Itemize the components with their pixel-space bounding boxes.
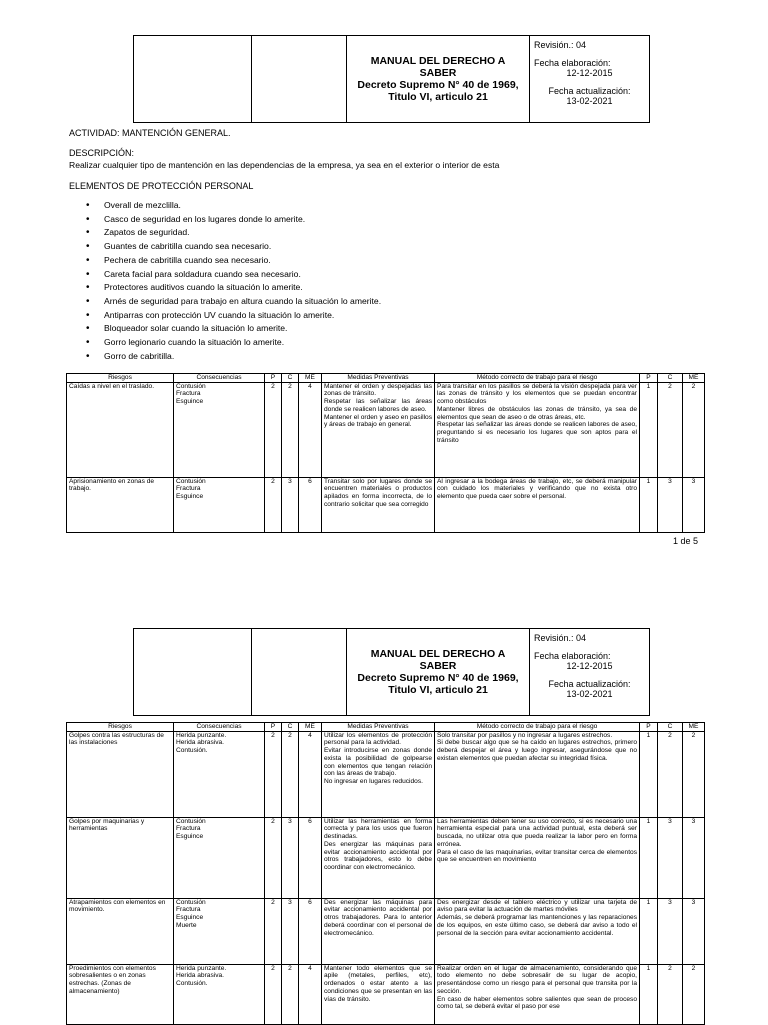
- list-item: • Arnés de seguridad para trabajo en altura cuando la situación lo amerite.: [86, 295, 381, 309]
- list-item: • Pechera de cabritilla cuando sea necesario.: [86, 254, 381, 268]
- col-p: P: [265, 374, 282, 383]
- fecha-elaboracion-label: Fecha elaboración:: [534, 651, 611, 661]
- fecha-actualizacion: 13-02-2021: [566, 689, 613, 699]
- descripcion: Realizar cualquier tipo de mantención en las dependencias de la empresa, ya sea en el exterior o interior de esta: [69, 160, 500, 170]
- header-revision-cell: [530, 629, 650, 716]
- document-header-page2: [133, 628, 650, 716]
- header-logo-cell: [134, 629, 252, 716]
- header-revision-cell: [530, 36, 650, 123]
- col-c: C: [282, 374, 299, 383]
- list-item: • Overall de mezclilla.: [86, 199, 381, 213]
- fecha-actualizacion-label: Fecha actualización:: [548, 679, 631, 689]
- list-item: • Careta facial para soldadura cuando sea necesario.: [86, 268, 381, 282]
- col-me: ME: [299, 374, 322, 383]
- table-row: Caídas a nivel en el traslado. Contusión Fractura Esguince 2 2 4 Mantener el orden y despejadas las zonas de tránsito. Respetar las señalizar las áreas donde se realicen labores de aseo. Mantener el orden y aseo en pasillos y áreas de trabajo en general. Para transitar en los pasillos se deberá la visión despejada para ver las zonas de tránsito y los elementos que se puedan encontrar como obstáculos Mantener libres de obstáculos las zonas de tránsito, ya sea de elementos que sean de aseo o de otras áreas, etc. Respetar las señalizar las áreas donde se realicen labores de aseo, preguntando si es necesario los lugares que son aptos para el tránsito 1 2 2: [67, 382, 705, 477]
- header-logo-cell: [134, 36, 252, 123]
- list-item: • Zapatos de seguridad.: [86, 226, 381, 240]
- revision: Revisión.: 04: [534, 40, 587, 50]
- risk-table-page1: [66, 373, 705, 533]
- col-medidas: Medidas Preventivas: [322, 374, 435, 383]
- col-medidas: Medidas Preventivas: [322, 723, 435, 732]
- col-c2: C: [658, 374, 683, 383]
- table-row: Proedimientos con elementos sobresalientes o en zonas estrechas. (Zonas de almacenamiento) Herida punzante. Herida abrasiva. Contusión. 2 2 4 Mantener todo elementos que se apile (metales, perfiles, etc), ordenados o estar atento a las condiciones que se presentan en las vías de tránsito. Realizar orden en el lugar de almacenamiento, considerando que todo elemento no debe sobresalir de su lugar de acopio, presentándose como un riesgo para el personal que transita por la sección. En caso de haber elementos sobre salientes que sean de proceso como tal, se deberá evitar el paso por ese 1 2 2: [67, 964, 705, 1024]
- fecha-actualizacion-label: Fecha actualización:: [548, 86, 631, 96]
- list-item: • Casco de seguridad en los lugares donde lo amerite.: [86, 213, 381, 227]
- revision: Revisión.: 04: [534, 633, 587, 643]
- table-header-row: [67, 374, 705, 383]
- header-title: MANUAL DEL DERECHO A SABER Decreto Supremo N° 40 de 1969, Titulo VI, articulo 21: [347, 36, 530, 123]
- page-number: 1 de 5: [673, 536, 699, 546]
- actividad: ACTIVIDAD: MANTENCIÓN GENERAL.: [69, 128, 231, 138]
- col-p2: P: [640, 723, 658, 732]
- list-item: • Gorro de cabritilla.: [86, 350, 381, 364]
- col-consecuencias: Consecuencias: [174, 723, 265, 732]
- document-header: [133, 35, 650, 123]
- table-row: Golpes contra las estructuras de las instalaciones Herida punzante. Herida abrasiva. Contusión. 2 2 4 Utilizar los elementos de protección personal para la actividad. Evitar introducirse en zonas donde exista la posibilidad de golpearse con elementos que tengan relación con las áreas de trabajo. No ingresar en lugares reducidos. Solo transitar por pasillos y no ingresar a lugares estrechos. Si debe buscar algo que se ha caído en lugares estrechos, primero deberá despejar el área y luego ingresar, asegurándose que no existan elementos que puedan afectar su integridad física. 1 2 2: [67, 731, 705, 817]
- col-c2: C: [658, 723, 683, 732]
- list-item: • Guantes de cabritilla cuando sea necesario.: [86, 240, 381, 254]
- col-me: ME: [299, 723, 322, 732]
- descripcion-label: DESCRIPCIÓN:: [69, 148, 135, 158]
- col-p: P: [265, 723, 282, 732]
- header-title: MANUAL DEL DERECHO A SABER Decreto Supremo N° 40 de 1969, Titulo VI, articulo 21: [347, 629, 530, 716]
- header-blank-cell: [252, 629, 347, 716]
- col-me2: ME: [683, 723, 705, 732]
- list-item: • Gorro legionario cuando la situación lo amerite.: [86, 336, 381, 350]
- epp-title: ELEMENTOS DE PROTECCIÓN PERSONAL: [69, 181, 254, 191]
- table-row: Atrapamientos con elementos en movimiento. Contusión Fractura Esguince Muerte 2 3 6 Des energizar las máquinas para evitar accionamiento accidental por otros trabajadores. Para lo anterior deberá coordinar con el personal de electromecánico. Des energizar desde el tablero eléctrico y utilizar una tarjeta de aviso para evitar la actuación de martes móviles Además, se deberá programar las mantenciones y las reparaciones de los equipos, en este último caso, se deberá dar aviso a todo el personal de la sección para evitar accionamiento accidental. 1 3 3: [67, 898, 705, 964]
- fecha-elaboracion-label: Fecha elaboración:: [534, 58, 611, 68]
- col-metodo: Método correcto de trabajo para el riesgo: [435, 374, 640, 383]
- col-p2: P: [640, 374, 658, 383]
- fecha-elaboracion: 12-12-2015: [566, 68, 613, 78]
- table-row: Aprisionamiento en zonas de trabajo. Contusión Fractura Esguince 2 3 6 Transitar solo por lugares donde se encuentren materiales o productos apilados en forma incorrecta, de lo contrario solicitar que sea corregido Al ingresar a la bodega áreas de trabajo, etc, se deberá manipular con cuidado los materiales y verificando que no exista otro elemento que pueda caer sobre el personal. 1 3 3: [67, 477, 705, 532]
- col-consecuencias: Consecuencias: [174, 374, 265, 383]
- fecha-actualizacion: 13-02-2021: [566, 96, 613, 106]
- list-item: • Antiparras con protección UV cuando la situación lo amerite.: [86, 309, 381, 323]
- col-riesgos: Riesgos: [67, 374, 174, 383]
- header-blank-cell: [252, 36, 347, 123]
- col-me2: ME: [683, 374, 705, 383]
- epp-list: [86, 199, 381, 363]
- col-riesgos: Riesgos: [67, 723, 174, 732]
- table-row: Golpes por maquinarias y herramientas Contusión Fractura Esguince 2 3 6 Utilizar las herramientas en forma correcta y para los usos que fueron destinadas. Des energizar las máquinas para evitar accionamiento accidental por otros trabajadores, esto lo debe coordinar con electromecánico. Las herramientas deben tener su uso correcto, si es necesario una herramienta especial para una actividad puntual, esta deberá ser buscada, no utilizar otra que pueda realizar la labor pero en forma errónea. Para el caso de las maquinarias, evitar transitar cerca de elementos que se encuentren en movimiento 1 3 3: [67, 817, 705, 898]
- risk-table-page2: [66, 722, 705, 1025]
- table-header-row: [67, 723, 705, 732]
- fecha-elaboracion: 12-12-2015: [566, 661, 613, 671]
- list-item: • Protectores auditivos cuando la situación lo amerite.: [86, 281, 381, 295]
- col-metodo: Método correcto de trabajo para el riesgo: [435, 723, 640, 732]
- list-item: • Bloqueador solar cuando la situación lo amerite.: [86, 322, 381, 336]
- col-c: C: [282, 723, 299, 732]
